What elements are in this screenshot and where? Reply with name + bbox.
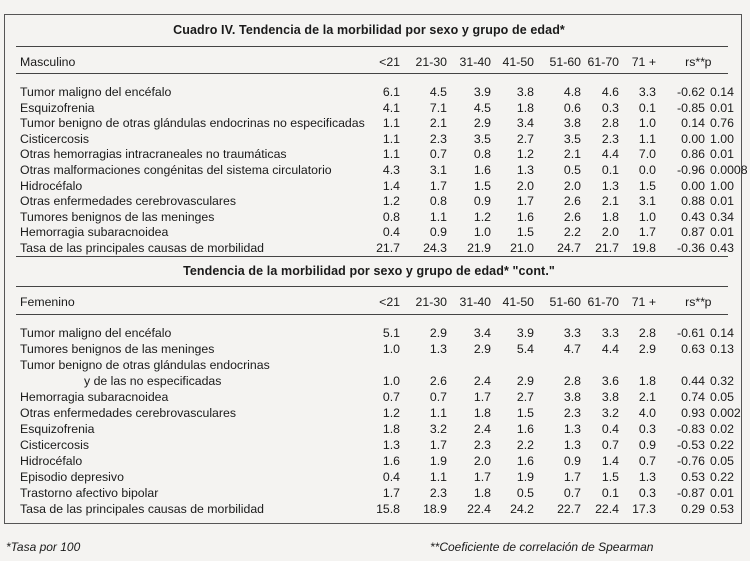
- table-cell: 2.8: [638, 326, 656, 340]
- table-cell: 0.01: [710, 486, 734, 500]
- table-row: [0, 342, 738, 356]
- table-cell: 1.6: [516, 454, 534, 468]
- table-cell: 2.6: [563, 209, 581, 224]
- table-cell: 1.3: [382, 438, 400, 452]
- table-cell: 1.8: [601, 209, 619, 224]
- table-title: Cuadro IV. Tendencia de la morbilidad por sexo y grupo de edad*: [173, 23, 565, 37]
- table-cell: 0.7: [601, 438, 619, 452]
- table-cell: 0.1: [601, 486, 619, 500]
- table-cell: 2.9: [516, 374, 534, 388]
- table-cell: 0.34: [710, 209, 734, 224]
- table-cell: 0.7: [563, 486, 581, 500]
- table-cell: 1.0: [382, 342, 400, 356]
- table-cell: 1.8: [382, 422, 400, 436]
- table-cell: 2.1: [563, 147, 581, 162]
- table-cell: 22.7: [557, 502, 581, 516]
- table-cell: 3.8: [563, 116, 581, 131]
- table-cell: 1.3: [563, 422, 581, 436]
- table-cell: 0.74: [681, 390, 705, 404]
- table-cell: 0.43: [681, 209, 705, 224]
- row-label: Tumor maligno del encéfalo: [20, 326, 172, 340]
- table-cell: 0.14: [710, 85, 734, 99]
- table-cell: 0.93: [681, 406, 705, 420]
- table-cell: 0.0: [638, 163, 656, 177]
- table-cell: 0.9: [473, 194, 491, 209]
- table-cell: 2.1: [601, 194, 619, 209]
- table-cell: 0.63: [681, 342, 705, 356]
- table-cell: 1.2: [382, 406, 400, 420]
- divider: [16, 46, 728, 47]
- table-cell: 24.3: [423, 241, 447, 255]
- table-cell: 3.9: [473, 85, 491, 99]
- table-cell: 19.8: [632, 241, 656, 255]
- table-cell: 1.1: [382, 147, 400, 162]
- table-cell: 1.8: [638, 374, 656, 388]
- table-cell: 0.22: [710, 438, 734, 452]
- table-cell: 1.7: [473, 470, 491, 484]
- table-cell: 0.01: [710, 147, 734, 162]
- table-cell: 0.3: [638, 486, 656, 500]
- table-cell: 2.3: [429, 131, 447, 146]
- table-cell: 1.8: [473, 406, 491, 420]
- table-cell: 1.00: [710, 131, 734, 146]
- table-cell: 4.1: [382, 100, 400, 115]
- table-cell: 0.00: [681, 178, 705, 193]
- row-label: Tumor benigno de otras glándulas endocrinas: [20, 358, 270, 372]
- table-cell: 1.1: [382, 116, 400, 131]
- row-label: Hidrocéfalo: [20, 178, 83, 193]
- table-cell: 0.0008: [710, 163, 748, 177]
- table-cell: 1.7: [638, 225, 656, 240]
- table-cell: 0.8: [429, 194, 447, 209]
- table-cell: 1.2: [516, 147, 534, 162]
- table-cell: -0.36: [676, 241, 705, 255]
- table-cell: -0.96: [676, 163, 705, 177]
- table-cell: 1.7: [429, 178, 447, 193]
- table-cell: 22.4: [595, 502, 619, 516]
- table-cell: 1.8: [473, 486, 491, 500]
- table-cell: 3.2: [601, 406, 619, 420]
- table-cell: 4.6: [601, 85, 619, 99]
- table-cell: 1.6: [516, 209, 534, 224]
- row-label: Cisticercosis: [20, 131, 90, 146]
- table-cell: 3.2: [429, 422, 447, 436]
- table-cell: 1.3: [429, 342, 447, 356]
- table-cell: 0.01: [710, 194, 734, 209]
- table-cell: 0.4: [601, 422, 619, 436]
- column-header: rs**: [685, 295, 705, 309]
- table-row-label-line: [0, 358, 738, 372]
- table-cell: 2.0: [563, 178, 581, 193]
- table-cell: 3.3: [638, 85, 656, 99]
- table-cell: 0.76: [710, 116, 734, 131]
- table-cell: 1.7: [516, 194, 534, 209]
- table-cell: 7.0: [638, 147, 656, 162]
- column-header: 51-60: [549, 295, 581, 309]
- divider: [16, 314, 728, 315]
- table-row: [0, 470, 738, 484]
- table-cell: -0.61: [676, 326, 705, 340]
- table-cell: 1.4: [382, 178, 400, 193]
- table-cell: 1.5: [516, 406, 534, 420]
- table-cell: 0.87: [681, 225, 705, 240]
- row-label: Esquizofrenia: [20, 100, 95, 115]
- table-cell: -0.76: [676, 454, 705, 468]
- table-cell: 0.43: [710, 241, 734, 255]
- column-header: rs**: [685, 55, 705, 69]
- table-cell: 1.6: [516, 422, 534, 436]
- header-row: [0, 295, 738, 309]
- column-header: 61-70: [587, 295, 619, 309]
- row-label: Trastorno afectivo bipolar: [20, 486, 159, 500]
- column-header: 41-50: [502, 295, 534, 309]
- table-cell: 24.2: [510, 502, 534, 516]
- table-cell: 0.9: [638, 438, 656, 452]
- table-row: [0, 502, 738, 516]
- table-cell: 3.6: [601, 374, 619, 388]
- table-cell: 21.0: [510, 241, 534, 255]
- table-cell: 0.4: [382, 225, 400, 240]
- table-cell: 1.1: [638, 131, 656, 146]
- table-cell: 2.8: [601, 116, 619, 131]
- table-cell: 1.6: [382, 454, 400, 468]
- table-cell: 22.4: [467, 502, 491, 516]
- table-cell: 21.7: [595, 241, 619, 255]
- table-cell: -0.83: [676, 422, 705, 436]
- table-cell: 1.0: [382, 374, 400, 388]
- table-cell: 2.3: [473, 438, 491, 452]
- table-cell: 17.3: [632, 502, 656, 516]
- table-row: [0, 438, 738, 452]
- column-header: 61-70: [587, 55, 619, 69]
- table-cell: 4.3: [382, 163, 400, 177]
- table-cell: 0.3: [638, 422, 656, 436]
- table-cell: 1.4: [601, 454, 619, 468]
- row-label: Otras hemorragias intracraneales no traumáticas: [20, 147, 287, 162]
- table-cell: 1.3: [516, 163, 534, 177]
- table-row: [0, 406, 741, 420]
- table-cell: 0.5: [516, 486, 534, 500]
- table-cell: 1.9: [516, 470, 534, 484]
- table-cell: 2.9: [638, 342, 656, 356]
- table-cell: 1.6: [473, 163, 491, 177]
- column-header: 21-30: [415, 55, 447, 69]
- row-label: Tumores benignos de las meninges: [20, 209, 215, 224]
- column-header: 51-60: [549, 55, 581, 69]
- table-cell: 2.4: [473, 422, 491, 436]
- row-label: Tumor benigno de otras glándulas endocrinas no especificadas: [20, 116, 365, 131]
- table-cell: 0.002: [710, 406, 741, 420]
- divider: [16, 256, 728, 257]
- table-cell: 0.7: [382, 390, 400, 404]
- row-label: Hidrocéfalo: [20, 454, 83, 468]
- table-cell: 0.9: [429, 225, 447, 240]
- divider: [16, 286, 728, 287]
- table-row: [0, 454, 738, 468]
- table-cell: 1.5: [601, 470, 619, 484]
- table-cell: 24.7: [557, 241, 581, 255]
- table-cell: 1.7: [382, 486, 400, 500]
- table-cell: 1.5: [473, 178, 491, 193]
- table-row: [0, 241, 738, 255]
- table-cell: 0.86: [681, 147, 705, 162]
- table-cell: 15.8: [376, 502, 400, 516]
- row-label: Otras enfermedades cerebrovasculares: [20, 194, 236, 209]
- row-label: Otras enfermedades cerebrovasculares: [20, 406, 236, 420]
- table-cell: 0.5: [563, 163, 581, 177]
- table-cell: 0.8: [473, 147, 491, 162]
- table-cell: 3.1: [429, 163, 447, 177]
- table-cell: 0.53: [681, 470, 705, 484]
- table-cell: 4.5: [429, 85, 447, 99]
- table-cell: 4.8: [563, 85, 581, 99]
- table-cell: 2.0: [601, 225, 619, 240]
- divider: [16, 73, 728, 74]
- table-row: [0, 101, 738, 115]
- table-cell: 1.9: [429, 454, 447, 468]
- table-cell: 2.3: [563, 406, 581, 420]
- table-cell: 1.2: [473, 209, 491, 224]
- column-header: <21: [379, 295, 400, 309]
- table-cell: 4.4: [601, 342, 619, 356]
- table-cell: -0.87: [676, 486, 705, 500]
- table-cell: 0.02: [710, 422, 734, 436]
- table-cell: 0.1: [638, 100, 656, 115]
- table-cell: 4.4: [601, 147, 619, 162]
- column-header: p: [704, 295, 712, 309]
- table-cell: 3.5: [473, 131, 491, 146]
- table-cell: 2.6: [563, 194, 581, 209]
- row-label-continued: y de las no especificadas: [84, 374, 222, 388]
- table-cell: 2.6: [429, 374, 447, 388]
- table-cell: 0.13: [710, 342, 734, 356]
- table-cell: 2.0: [516, 178, 534, 193]
- table-cell: 1.1: [429, 406, 447, 420]
- table-row: [0, 374, 738, 388]
- table-cell: 3.3: [563, 326, 581, 340]
- table-row: [0, 179, 738, 193]
- table-row: [0, 147, 738, 161]
- table-cell: 3.4: [473, 326, 491, 340]
- table-cell: 1.00: [710, 178, 734, 193]
- section-label: Femenino: [20, 295, 75, 309]
- table-cell: 0.05: [710, 390, 734, 404]
- table-row: [0, 326, 738, 340]
- table-row: [0, 85, 738, 99]
- table-cell: 1.2: [382, 194, 400, 209]
- table-cell: 4.5: [473, 100, 491, 115]
- column-header: p: [704, 55, 712, 69]
- table-row: [0, 422, 738, 436]
- table-cell: 0.01: [710, 225, 734, 240]
- table-cell: 2.3: [429, 486, 447, 500]
- table-cell: 1.7: [563, 470, 581, 484]
- table-row: [0, 390, 738, 404]
- table-row: [0, 210, 738, 224]
- table-cell: 2.8: [563, 374, 581, 388]
- table-cell: 5.1: [382, 326, 400, 340]
- table-cell: 3.9: [516, 326, 534, 340]
- row-label: Tumores benignos de las meninges: [20, 342, 215, 356]
- table-cell: 1.7: [473, 390, 491, 404]
- row-label: Episodio depresivo: [20, 470, 124, 484]
- table-cell: 0.22: [710, 470, 734, 484]
- table-cell: 0.8: [382, 209, 400, 224]
- column-header: <21: [379, 55, 400, 69]
- table-cell: -0.53: [676, 438, 705, 452]
- table-cell: 1.8: [516, 100, 534, 115]
- table-cell: 2.7: [516, 131, 534, 146]
- row-label: Tasa de las principales causas de morbilidad: [20, 241, 265, 255]
- table-cell: 0.53: [710, 502, 734, 516]
- column-header: 31-40: [459, 295, 491, 309]
- row-label: Tumor maligno del encéfalo: [20, 85, 172, 99]
- table-cell: 1.7: [429, 438, 447, 452]
- table-cell: 0.88: [681, 194, 705, 209]
- table-cell: 7.1: [429, 100, 447, 115]
- table-cell: 0.44: [681, 374, 705, 388]
- table-cell: 3.1: [638, 194, 656, 209]
- table-cell: 2.2: [563, 225, 581, 240]
- table-cell: 1.0: [638, 209, 656, 224]
- table-cell: 4.0: [638, 406, 656, 420]
- footnote-spearman: **Coeficiente de correlación de Spearman: [430, 540, 654, 554]
- table-cell: 5.4: [516, 342, 534, 356]
- table-cell: 2.9: [429, 326, 447, 340]
- column-header: 41-50: [502, 55, 534, 69]
- table-cell: 3.8: [601, 390, 619, 404]
- table-cell: 0.4: [382, 470, 400, 484]
- table-cell: 3.3: [601, 326, 619, 340]
- table-cell: 0.7: [638, 454, 656, 468]
- table-cell: 2.1: [638, 390, 656, 404]
- row-label: Cisticercosis: [20, 438, 90, 452]
- table-cell: -0.85: [676, 100, 705, 115]
- row-label: Tasa de las principales causas de morbilidad: [20, 502, 265, 516]
- table-row: [0, 132, 738, 146]
- table-cell: 0.6: [563, 100, 581, 115]
- table-cell: 0.14: [710, 326, 734, 340]
- table-cell: 1.1: [429, 209, 447, 224]
- table-cell: 1.5: [516, 225, 534, 240]
- column-header: 71 +: [631, 55, 656, 69]
- table-cell: 2.9: [473, 116, 491, 131]
- table-cell: 1.1: [429, 470, 447, 484]
- row-label: Esquizofrenia: [20, 422, 95, 436]
- table-cell: 0.29: [681, 502, 705, 516]
- row-label: Hemorragia subaracnoidea: [20, 390, 169, 404]
- header-row: [0, 55, 738, 69]
- table-cell: 1.0: [638, 116, 656, 131]
- table-cell: 18.9: [423, 502, 447, 516]
- table-row: [0, 116, 738, 130]
- table-row: [0, 194, 738, 208]
- row-label: Hemorragia subaracnoidea: [20, 225, 169, 240]
- table-cell: 0.3: [601, 100, 619, 115]
- table-cell: 2.7: [516, 390, 534, 404]
- table-cell: 3.8: [563, 390, 581, 404]
- table-cell: 1.0: [473, 225, 491, 240]
- table-cell: 3.5: [563, 131, 581, 146]
- table-cell: 0.14: [681, 116, 705, 131]
- table-cell: 2.2: [516, 438, 534, 452]
- table-cell: 6.1: [382, 85, 400, 99]
- table-cell: 0.1: [601, 163, 619, 177]
- table-subtitle: Tendencia de la morbilidad por sexo y grupo de edad* "cont.": [183, 264, 555, 278]
- table-cell: 0.05: [710, 454, 734, 468]
- table-cell: 0.7: [429, 147, 447, 162]
- table-cell: 2.4: [473, 374, 491, 388]
- table-cell: 21.9: [467, 241, 491, 255]
- table-cell: 1.3: [638, 470, 656, 484]
- table-cell: 1.5: [638, 178, 656, 193]
- column-header: 71 +: [631, 295, 656, 309]
- table-row: [0, 486, 738, 500]
- table-cell: 0.7: [429, 390, 447, 404]
- table-cell: 1.3: [563, 438, 581, 452]
- footnote-rate: *Tasa por 100: [6, 540, 81, 554]
- table-cell: 2.9: [473, 342, 491, 356]
- table-cell: -0.62: [676, 85, 705, 99]
- row-label: Otras malformaciones congénitas del sistema circulatorio: [20, 163, 332, 177]
- table-cell: 2.3: [601, 131, 619, 146]
- table-cell: 0.32: [710, 374, 734, 388]
- section-label: Masculino: [20, 55, 76, 69]
- table-cell: 0.00: [681, 131, 705, 146]
- table-cell: 4.7: [563, 342, 581, 356]
- table-row: [0, 225, 738, 239]
- table-cell: 1.1: [382, 131, 400, 146]
- table-cell: 3.8: [516, 85, 534, 99]
- column-header: 21-30: [415, 295, 447, 309]
- table-row: [0, 163, 748, 177]
- table-cell: 1.3: [601, 178, 619, 193]
- table-cell: 21.7: [376, 241, 400, 255]
- table-cell: 0.9: [563, 454, 581, 468]
- table-cell: 3.4: [516, 116, 534, 131]
- table-cell: 2.1: [429, 116, 447, 131]
- table-cell: 2.0: [473, 454, 491, 468]
- column-header: 31-40: [459, 55, 491, 69]
- table-cell: 0.01: [710, 100, 734, 115]
